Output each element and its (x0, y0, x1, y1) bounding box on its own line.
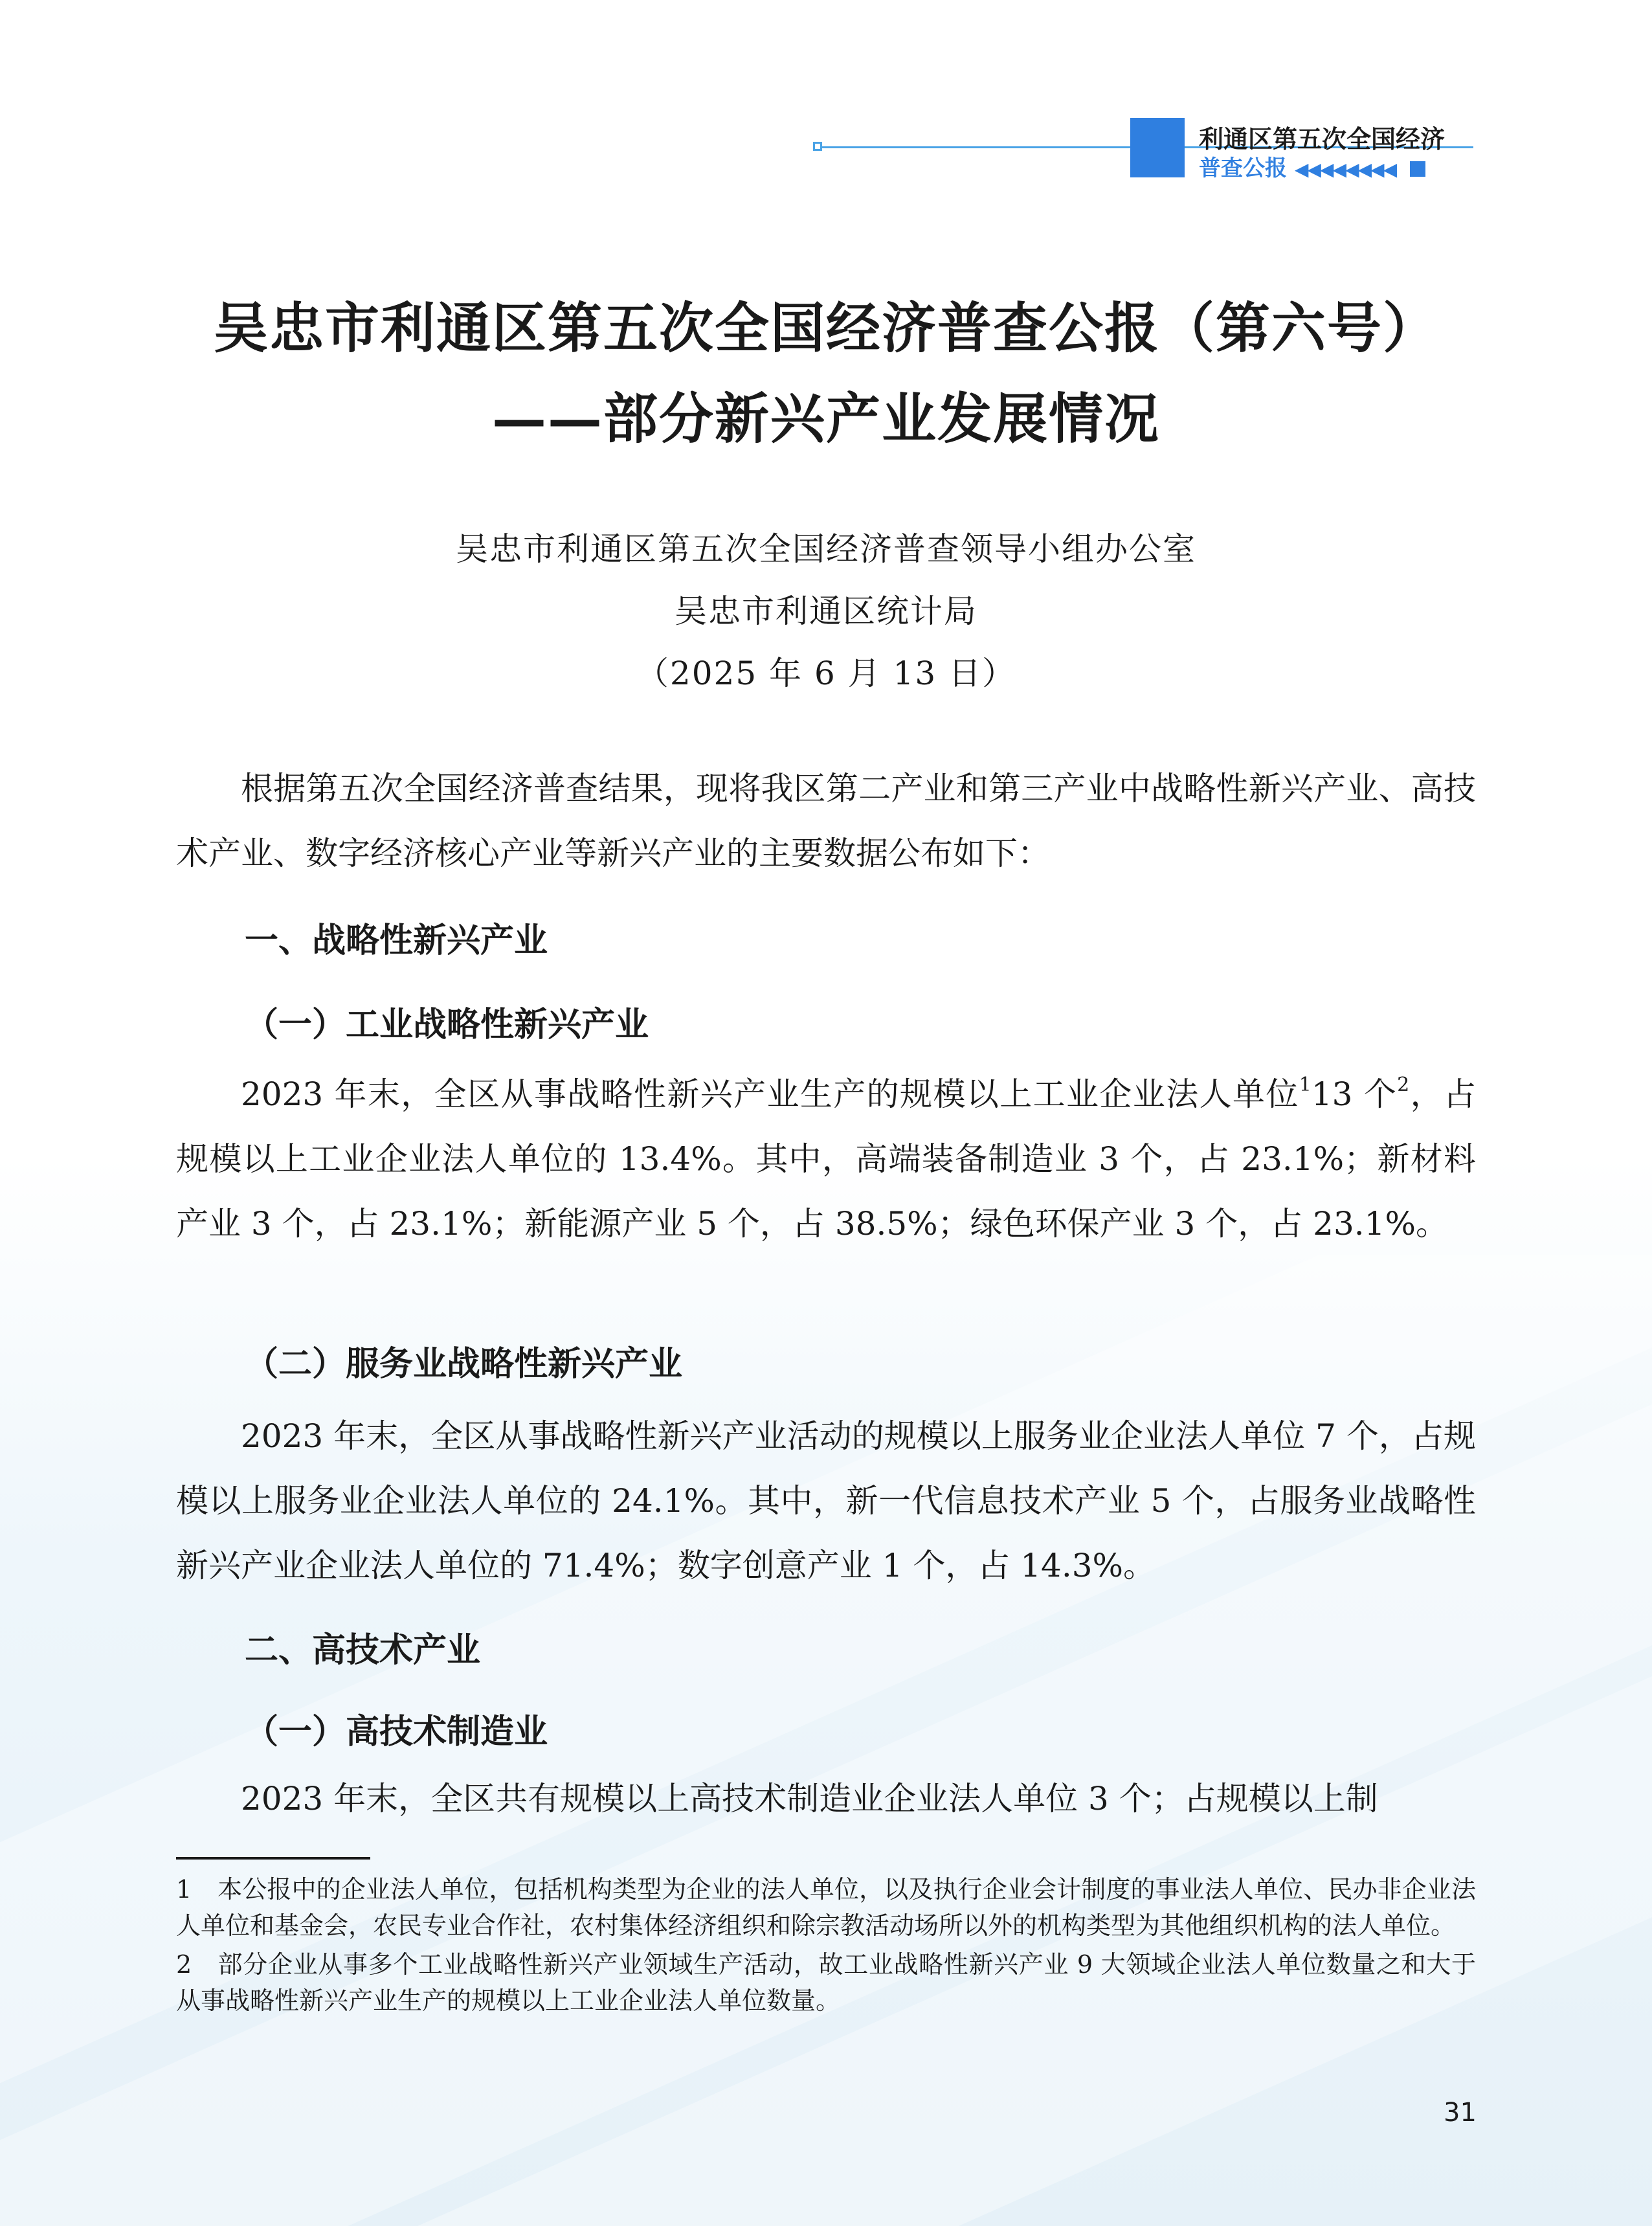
footnote-2 (176, 1946, 1476, 2019)
paragraph-industrial-a: 2023 年末，全区从事战略性新兴产业生产的规模以上工业企业法人单位 (241, 1075, 1299, 1113)
header-title: 利通区第五次全国经济 (1199, 125, 1446, 153)
paragraph-industrial-b: 13 个 (1311, 1075, 1398, 1113)
intro-paragraph: 根据第五次全国经济普查结果，现将我区第二产业和第三产业中战略性新兴产业、高技术产业、数字经济核心产业等新兴产业的主要数据公布如下： (176, 770, 1476, 872)
section-heading-2: 二、高技术产业 (245, 1631, 481, 1670)
header-node-icon (813, 142, 822, 151)
issuer-bureau: 吴忠市利通区统计局 (675, 592, 977, 630)
footnote-divider (176, 1857, 370, 1860)
page-subtitle: ——部分新兴产业发展情况 (491, 387, 1160, 451)
footnote-1-number: 1 (176, 1875, 192, 1904)
page-number: 31 (1444, 2098, 1477, 2128)
paragraph-industrial-c: ，占规模以上工业企业法人单位的 13.4%。其中，高端装备制造业 3 个，占 23.1%；新材料产业 3 个，占 23.1%；新能源产业 5 个，占 38.5%；绿色环保产业 3 个，占 23.1%。 (176, 1075, 1476, 1242)
footnote-2-number: 2 (176, 1950, 192, 1979)
issue-date: （2025 年 6 月 13 日） (636, 655, 1016, 692)
footnote-1 (176, 1871, 1476, 1944)
header-subtitle (1199, 150, 1425, 182)
header-subtitle-text: 普查公报 (1199, 155, 1287, 181)
paragraph-industrial (176, 1062, 1476, 1256)
subsection-heading-1-2: （二）服务业战略性新兴产业 (245, 1345, 683, 1384)
issuer-office: 吴忠市利通区第五次全国经济普查领导小组办公室 (456, 530, 1196, 568)
section-heading-1: 一、战略性新兴产业 (245, 921, 548, 960)
subsection-heading-1-1: （一）工业战略性新兴产业 (245, 1006, 649, 1044)
footnote-ref-2[interactable]: 2 (1397, 1074, 1410, 1096)
footnote-1-text: 本公报中的企业法人单位，包括机构类型为企业的法人单位，以及执行企业会计制度的事业法人单位、民办非企业法人单位和基金会，农民专业合作社，农村集体经济组织和除宗教活动场所以外的机构类型为其他组织机构的法人单位。 (176, 1875, 1476, 1940)
header-square-icon (1410, 161, 1425, 177)
page-header (810, 118, 1477, 180)
footnote-ref-1[interactable]: 1 (1299, 1074, 1312, 1096)
footnote-2-text: 部分企业从事多个工业战略性新兴产业领域生产活动，故工业战略性新兴产业 9 大领域企业法人单位数量之和大于从事战略性新兴产业生产的规模以上工业企业法人单位数量。 (176, 1950, 1476, 2015)
header-arrows-icon: ◀◀◀◀◀◀◀◀ (1294, 159, 1396, 180)
subsection-heading-2-1: （一）高技术制造业 (245, 1713, 548, 1751)
header-color-block (1130, 118, 1185, 177)
paragraph-hightech: 2023 年末，全区共有规模以上高技术制造业企业法人单位 3 个；占规模以上制 (241, 1780, 1378, 1817)
page-title: 吴忠市利通区第五次全国经济普查公报（第六号） (213, 296, 1438, 360)
paragraph-services: 2023 年末，全区从事战略性新兴产业活动的规模以上服务业企业法人单位 7 个，占规模以上服务业企业法人单位的 24.1%。其中，新一代信息技术产业 5 个，占服务业战略性新兴产业企业法人单位的 71.4%；数字创意产业 1 个，占 14.3%。 (176, 1417, 1476, 1584)
